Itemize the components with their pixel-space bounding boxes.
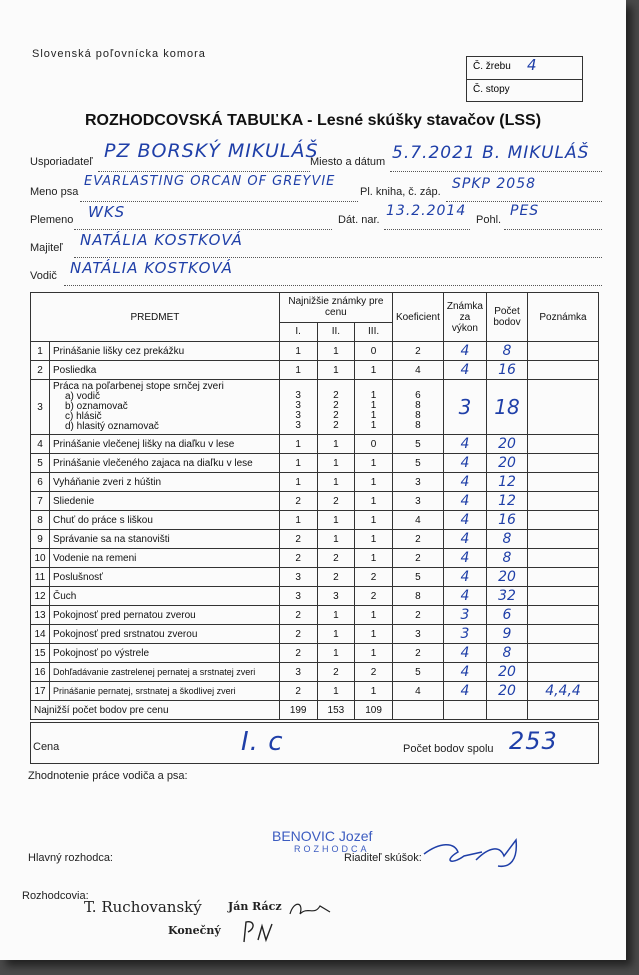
row-mark: 4 [443, 644, 486, 663]
organizer-value: PZ BORSKÝ MIKULÁŠ [104, 140, 319, 162]
row-number: 3 [31, 380, 50, 435]
row-points: 20 [487, 568, 528, 587]
row-min-I: 2 [279, 644, 317, 663]
evaluation-label: Zhodnotenie práce vodiča a psa: [28, 770, 188, 782]
score-table [30, 292, 599, 720]
row-coef: 5 [392, 568, 443, 587]
draw-value: 4 [527, 56, 538, 74]
row-min-III: 1 [355, 682, 393, 701]
row-coef: 5 [392, 454, 443, 473]
row-coef: 2 [392, 644, 443, 663]
row-note [528, 361, 599, 380]
row-coef: 5 [392, 435, 443, 454]
row-number: 14 [31, 625, 50, 644]
row-coef: 3 [392, 625, 443, 644]
empty-cell [528, 701, 599, 720]
col-II-header: II. [317, 322, 355, 341]
row-subject: Pokojnosť pred srstnatou zverou [50, 625, 280, 644]
table-row [31, 454, 599, 473]
table-row [31, 549, 599, 568]
row3-value: 8 [415, 400, 421, 411]
row-min-II: 1 [317, 682, 355, 701]
min-points-row [31, 701, 599, 720]
row-mark: 4 [443, 435, 486, 454]
table-row [31, 625, 599, 644]
row3-value: 3 [295, 400, 301, 411]
row-min-II: 1 [317, 644, 355, 663]
row3-value: 1 [370, 390, 377, 401]
row3-title: Práca na poľarbenej stope srnčej zveri [53, 381, 224, 392]
row-coef: 2 [392, 342, 443, 361]
empty-cell [487, 701, 528, 720]
row-mark: 4 [443, 549, 486, 568]
row-mark: 4 [443, 511, 486, 530]
sex-value: PES [510, 203, 540, 219]
row3-value: 8 [415, 410, 421, 421]
empty-cell [443, 701, 486, 720]
row3-value: 2 [333, 410, 339, 421]
row-points: 18 [487, 380, 528, 435]
handler-value: NATÁLIA KOSTKOVÁ [70, 259, 233, 277]
row-subject: Pokojnosť pred pernatou zverou [50, 606, 280, 625]
row3-col-k [392, 380, 443, 435]
row-min-II: 1 [317, 625, 355, 644]
stamp-name: BENOVIC Jozef [272, 828, 373, 844]
row-min-III: 1 [355, 473, 393, 492]
owner-label: Majiteľ [30, 242, 63, 254]
row-min-III: 1 [355, 644, 393, 663]
row-mark: 4 [443, 568, 486, 587]
studbook-label: Pl. kniha, č. záp. [360, 186, 441, 198]
row-min-III: 1 [355, 625, 393, 644]
row3-subitem: c) hlásič [65, 411, 102, 422]
row-points: 16 [487, 361, 528, 380]
row-min-I: 1 [279, 435, 317, 454]
table-row [31, 644, 599, 663]
row-min-I: 3 [279, 568, 317, 587]
row-subject: Posliedka [50, 361, 280, 380]
row-coef: 2 [392, 606, 443, 625]
min-points-label: Najnižší počet bodov pre cenu [31, 701, 280, 720]
row-min-I: 1 [279, 342, 317, 361]
row-mark: 4 [443, 473, 486, 492]
row-min-I: 2 [279, 682, 317, 701]
row-number: 8 [31, 511, 50, 530]
row-subject: Prinášanie vlečeného zajaca na diaľku v lese [50, 454, 280, 473]
row-subject: Správanie sa na stanovišti [50, 530, 280, 549]
row-subject: Prinášanie lišky cez prekážku [50, 342, 280, 361]
row3-subitem: d) hlasitý oznamovač [65, 421, 159, 432]
row-note [528, 454, 599, 473]
row-note [528, 530, 599, 549]
judges-label: Rozhodcovia: [22, 890, 89, 902]
breed-label: Plemeno [30, 214, 74, 226]
row-coef: 2 [392, 549, 443, 568]
judge-3-signature: Konečný [168, 924, 221, 937]
row-note [528, 568, 599, 587]
row-number: 2 [31, 361, 50, 380]
row-min-II: 2 [317, 492, 355, 511]
row-number: 17 [31, 682, 50, 701]
row-points: 8 [487, 644, 528, 663]
row-number: 15 [31, 644, 50, 663]
table-row [31, 473, 599, 492]
place-date-value: 5.7.2021 B. MIKULÁŠ [392, 143, 590, 163]
row-mark: 4 [443, 663, 486, 682]
dob-label: Dát. nar. [338, 214, 380, 226]
row-points: 9 [487, 625, 528, 644]
row-number: 12 [31, 587, 50, 606]
row-subject: Vyháňanie zveri z húštin [50, 473, 280, 492]
row-mark: 4 [443, 587, 486, 606]
row-min-I: 2 [279, 606, 317, 625]
row-min-II: 1 [317, 530, 355, 549]
row-mark: 4 [443, 454, 486, 473]
row-points: 6 [487, 606, 528, 625]
row3-value: 3 [295, 390, 301, 401]
min-points-II: 153 [317, 701, 355, 720]
row3-value: 1 [370, 400, 377, 411]
row3-subitem: b) oznamovač [65, 401, 128, 412]
col-note-header: Poznámka [528, 293, 599, 342]
row-note [528, 606, 599, 625]
row-coef: 4 [392, 682, 443, 701]
organizer-label: Usporiadateľ [30, 156, 93, 168]
row-min-III: 0 [355, 435, 393, 454]
draw-label: Č. žrebu [473, 61, 511, 72]
row-min-II: 2 [317, 663, 355, 682]
row-points: 8 [487, 342, 528, 361]
row3-col-i [279, 380, 317, 435]
row-note [528, 511, 599, 530]
row-note [528, 492, 599, 511]
row-points: 8 [487, 549, 528, 568]
row3-value: 1 [370, 410, 377, 421]
row-points: 20 [487, 435, 528, 454]
col-coef-header: Koeficient [392, 293, 443, 342]
table-row [31, 435, 599, 454]
row-subject: Poslušnosť [50, 568, 280, 587]
row-subject: Pokojnosť po výstrele [50, 644, 280, 663]
row-points: 32 [487, 587, 528, 606]
row-min-I: 1 [279, 511, 317, 530]
total-label: Počet bodov spolu [403, 743, 494, 755]
row-mark: 4 [443, 342, 486, 361]
col-min-marks-header: Najnižšie známky pre cenu [279, 293, 392, 323]
judge-2-scribble [286, 896, 336, 922]
judge-1-signature: T. Ruchovanský [84, 898, 202, 916]
table-row [31, 511, 599, 530]
row-min-III: 0 [355, 342, 393, 361]
row-subject [50, 380, 280, 435]
row-min-II: 1 [317, 361, 355, 380]
row-points: 20 [487, 454, 528, 473]
main-judge-label: Hlavný rozhodca: [28, 852, 113, 864]
row-coef: 8 [392, 587, 443, 606]
row-number: 7 [31, 492, 50, 511]
row-note [528, 644, 599, 663]
col-III-header: III. [355, 322, 393, 341]
director-label: Riaditeľ skúšok: [344, 852, 422, 864]
row-min-II: 1 [317, 606, 355, 625]
col-I-header: I. [279, 322, 317, 341]
min-points-III: 109 [355, 701, 393, 720]
row3-value: 2 [333, 390, 339, 401]
result-box [30, 722, 599, 764]
row-number: 1 [31, 342, 50, 361]
row-min-III: 1 [355, 549, 393, 568]
row-min-III: 1 [355, 511, 393, 530]
row-subject: Vodenie na remeni [50, 549, 280, 568]
prize-label: Cena [33, 741, 60, 753]
row-min-I: 2 [279, 549, 317, 568]
row-min-I: 1 [279, 473, 317, 492]
row-min-III: 2 [355, 663, 393, 682]
handler-label: Vodič [30, 270, 57, 282]
row-points: 16 [487, 511, 528, 530]
row3-subitem: a) vodič [65, 391, 101, 402]
row-min-I: 1 [279, 454, 317, 473]
draw-number-row [467, 57, 582, 80]
organization-name: Slovenská poľovnícka komora [32, 48, 206, 60]
director-signature [420, 830, 540, 874]
row-mark: 3 [443, 606, 486, 625]
row-min-I: 2 [279, 530, 317, 549]
row-coef: 3 [392, 473, 443, 492]
row-min-II: 2 [317, 549, 355, 568]
row3-value: 6 [415, 390, 421, 401]
row-note [528, 625, 599, 644]
row-points: 12 [487, 492, 528, 511]
row-min-II: 1 [317, 454, 355, 473]
stamp-role: ROZHODCA [294, 844, 370, 854]
empty-cell [392, 701, 443, 720]
row-number: 5 [31, 454, 50, 473]
owner-value: NATÁLIA KOSTKOVÁ [80, 231, 243, 249]
dog-name-value: EVARLASTING ORCAN OF GREYVIE [84, 174, 336, 189]
row-mark: 4 [443, 530, 486, 549]
col-mark-header: Známka za výkon [443, 293, 486, 342]
row-note [528, 587, 599, 606]
row-subject: Sliedenie [50, 492, 280, 511]
row-subject: Čuch [50, 587, 280, 606]
row-min-II: 2 [317, 568, 355, 587]
row-number: 13 [31, 606, 50, 625]
table-row [31, 530, 599, 549]
table-row [31, 606, 599, 625]
row-subject: Dohľadávanie zastrelenej pernatej a srstnatej zveri [50, 663, 280, 682]
prize-value: I. c [241, 727, 284, 757]
row-min-III: 1 [355, 454, 393, 473]
table-row [31, 568, 599, 587]
row-coef: 5 [392, 663, 443, 682]
col-points-header: Počet bodov [487, 293, 528, 342]
row-note: 4,4,4 [528, 682, 599, 701]
table-row [31, 361, 599, 380]
row-note [528, 380, 599, 435]
dog-name-line [80, 188, 358, 202]
row-min-I: 2 [279, 492, 317, 511]
row3-col-ii [317, 380, 355, 435]
row-mark: 3 [443, 380, 486, 435]
row-subject: Chuť do práce s liškou [50, 511, 280, 530]
min-points-I: 199 [279, 701, 317, 720]
sex-label: Pohl. [476, 214, 502, 226]
row-number: 11 [31, 568, 50, 587]
draw-number-box [466, 56, 583, 102]
document-title: ROZHODCOVSKÁ TABUĽKA - Lesné skúšky stavačov (LSS) [84, 112, 542, 129]
judge-stamp [272, 828, 372, 854]
table-row [31, 492, 599, 511]
row3-value: 1 [370, 420, 377, 431]
row-min-I: 1 [279, 361, 317, 380]
row-note [528, 663, 599, 682]
row-min-I: 3 [279, 587, 317, 606]
row-mark: 4 [443, 682, 486, 701]
row-min-III: 1 [355, 530, 393, 549]
dog-name-label: Meno psa [30, 186, 79, 198]
row-min-III: 1 [355, 492, 393, 511]
row-min-III: 2 [355, 568, 393, 587]
table-row [31, 342, 599, 361]
dob-value: 13.2.2014 [386, 203, 467, 219]
row-coef: 4 [392, 361, 443, 380]
row-number: 6 [31, 473, 50, 492]
row-points: 8 [487, 530, 528, 549]
row3-value: 2 [333, 420, 339, 431]
row-coef: 4 [392, 511, 443, 530]
row-subject: Prinášanie pernatej, srstnatej a škodlivej zveri [50, 682, 280, 701]
studbook-value: SPKP 2058 [452, 176, 537, 192]
row-min-II: 3 [317, 587, 355, 606]
row-min-II: 1 [317, 435, 355, 454]
row-number: 4 [31, 435, 50, 454]
table-row [31, 587, 599, 606]
row-min-I: 3 [279, 663, 317, 682]
row-min-I: 2 [279, 625, 317, 644]
row-coef: 2 [392, 530, 443, 549]
row-min-III: 1 [355, 606, 393, 625]
row-note [528, 342, 599, 361]
row-min-III: 1 [355, 361, 393, 380]
table-row [31, 682, 599, 701]
row-points: 20 [487, 682, 528, 701]
place-date-label: Miesto a dátum [310, 156, 386, 168]
row-subject: Prinášanie vlečenej lišky na diaľku v lese [50, 435, 280, 454]
row3-value: 2 [333, 400, 339, 411]
row-coef: 3 [392, 492, 443, 511]
row3-value: 8 [415, 420, 421, 431]
row-note [528, 473, 599, 492]
row-min-II: 1 [317, 511, 355, 530]
row-number: 16 [31, 663, 50, 682]
row-points: 20 [487, 663, 528, 682]
row3-value: 3 [295, 410, 301, 421]
table-row [31, 663, 599, 682]
row-number: 10 [31, 549, 50, 568]
row-min-III: 2 [355, 587, 393, 606]
judge-2-signature: Ján Rácz [228, 900, 282, 913]
judge-3-scribble [236, 916, 286, 946]
breed-value: WKS [88, 203, 126, 221]
row-number: 9 [31, 530, 50, 549]
row3-value: 3 [295, 420, 301, 431]
total-value: 253 [509, 727, 558, 755]
row-note [528, 435, 599, 454]
row-min-II: 1 [317, 473, 355, 492]
col-subject-header: PREDMET [31, 293, 280, 342]
row-note [528, 549, 599, 568]
row-mark: 4 [443, 361, 486, 380]
row-min-II: 1 [317, 342, 355, 361]
tracks-row: Č. stopy [473, 84, 510, 95]
row-points: 12 [487, 473, 528, 492]
table-row [31, 380, 599, 435]
row-mark: 3 [443, 625, 486, 644]
row3-col-iii [355, 380, 393, 435]
row-mark: 4 [443, 492, 486, 511]
